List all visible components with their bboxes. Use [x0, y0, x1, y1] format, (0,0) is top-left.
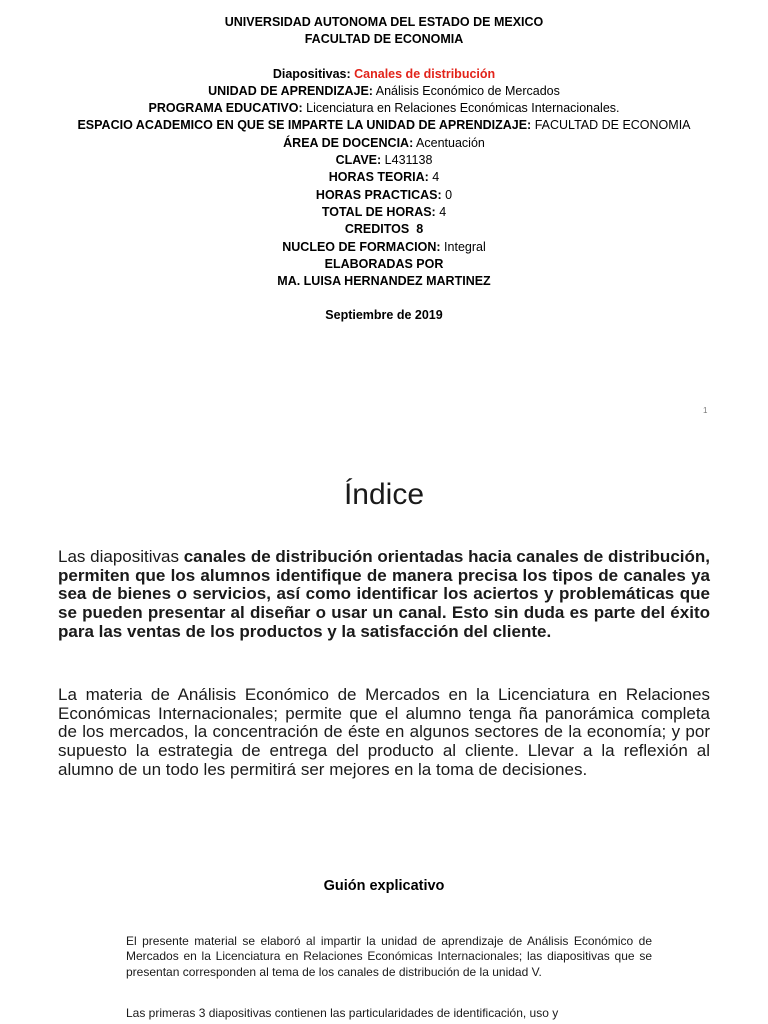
indice-slide — [0, 470, 768, 810]
page-number: 1 — [703, 406, 708, 415]
slides-topic: Canales de distribución — [354, 66, 496, 81]
nucleo-line: NUCLEO DE FORMACION: Integral — [282, 239, 486, 254]
espacio-line: ESPACIO ACADEMICO EN QUE SE IMPARTE LA UNIDAD DE APRENDIZAJE: FACULTAD DE ECONOMIA — [77, 118, 691, 133]
guion-title: Guión explicativo — [323, 878, 445, 894]
elaboradas-line: ELABORADAS POR — [324, 256, 444, 271]
cover-block — [60, 14, 708, 325]
slides-title: Diapositivas: Canales de distribución — [272, 66, 496, 81]
indice-paragraph-1: Las diapositivas canales de distribución orientadas hacia canales de distribución, permiten que los alumnos identifique de manera precisa los tipos de canales ya sea de bienes o servicios, así como identificar los aciertos y problemáticas que se pueden presentar al diseñar o usar un canal. Esto sin duda es parte del éxito para las ventas de los productos y la satisfacción del cliente. — [58, 547, 710, 641]
faculty-name: FACULTAD DE ECONOMIA — [304, 32, 464, 47]
total-horas-line: TOTAL DE HORAS: 4 — [321, 204, 447, 219]
university-name: UNIVERSIDAD AUTONOMA DEL ESTADO DE MEXICO — [224, 15, 544, 29]
area-line: ÁREA DE DOCENCIA: Acentuación — [283, 135, 485, 150]
unidad-line: UNIDAD DE APRENDIZAJE: Análisis Económico de Mercados — [208, 83, 560, 98]
cover-slide — [0, 0, 768, 420]
guion-slide — [0, 870, 768, 1024]
programa-line: PROGRAMA EDUCATIVO: Licenciatura en Relaciones Económicas Internacionales. — [148, 101, 620, 116]
horas-practicas-line: HORAS PRACTICAS: 0 — [315, 187, 453, 202]
horas-teoria-line: HORAS TEORIA: 4 — [328, 170, 440, 185]
indice-paragraph-2: La materia de Análisis Económico de Mercados en la Licenciatura en Relaciones Económicas Internacionales; permite que el alumno tenga ña panorámica completa de los mercados, la concentración de éste en algunos sectores de la economía; y por supuesto la estrategia de entrega del producto al cliente. Llevar a la reflexión al alumno de un todo les permitirá ser mejores en la toma de decisiones. — [58, 685, 710, 779]
guion-paragraph-2: Las primeras 3 diapositivas contienen las particularidades de identificación, uso y — [126, 1006, 559, 1020]
author-name: MA. LUISA HERNANDEZ MARTINEZ — [277, 274, 491, 289]
cover-date: Septiembre de 2019 — [325, 308, 443, 323]
clave-line: CLAVE: L431138 — [335, 153, 433, 168]
guion-paragraph-1: El presente material se elaboró al impartir la unidad de aprendizaje de Análisis Económico de Mercados en la Licenciatura en Relaciones Económicas Internacionales; las diapositivas que se presentan corresponden al tema de los canales de distribución de la unidad V. — [126, 934, 652, 979]
creditos-line: CREDITOS 8 — [344, 222, 424, 237]
indice-title: Índice — [343, 478, 425, 511]
